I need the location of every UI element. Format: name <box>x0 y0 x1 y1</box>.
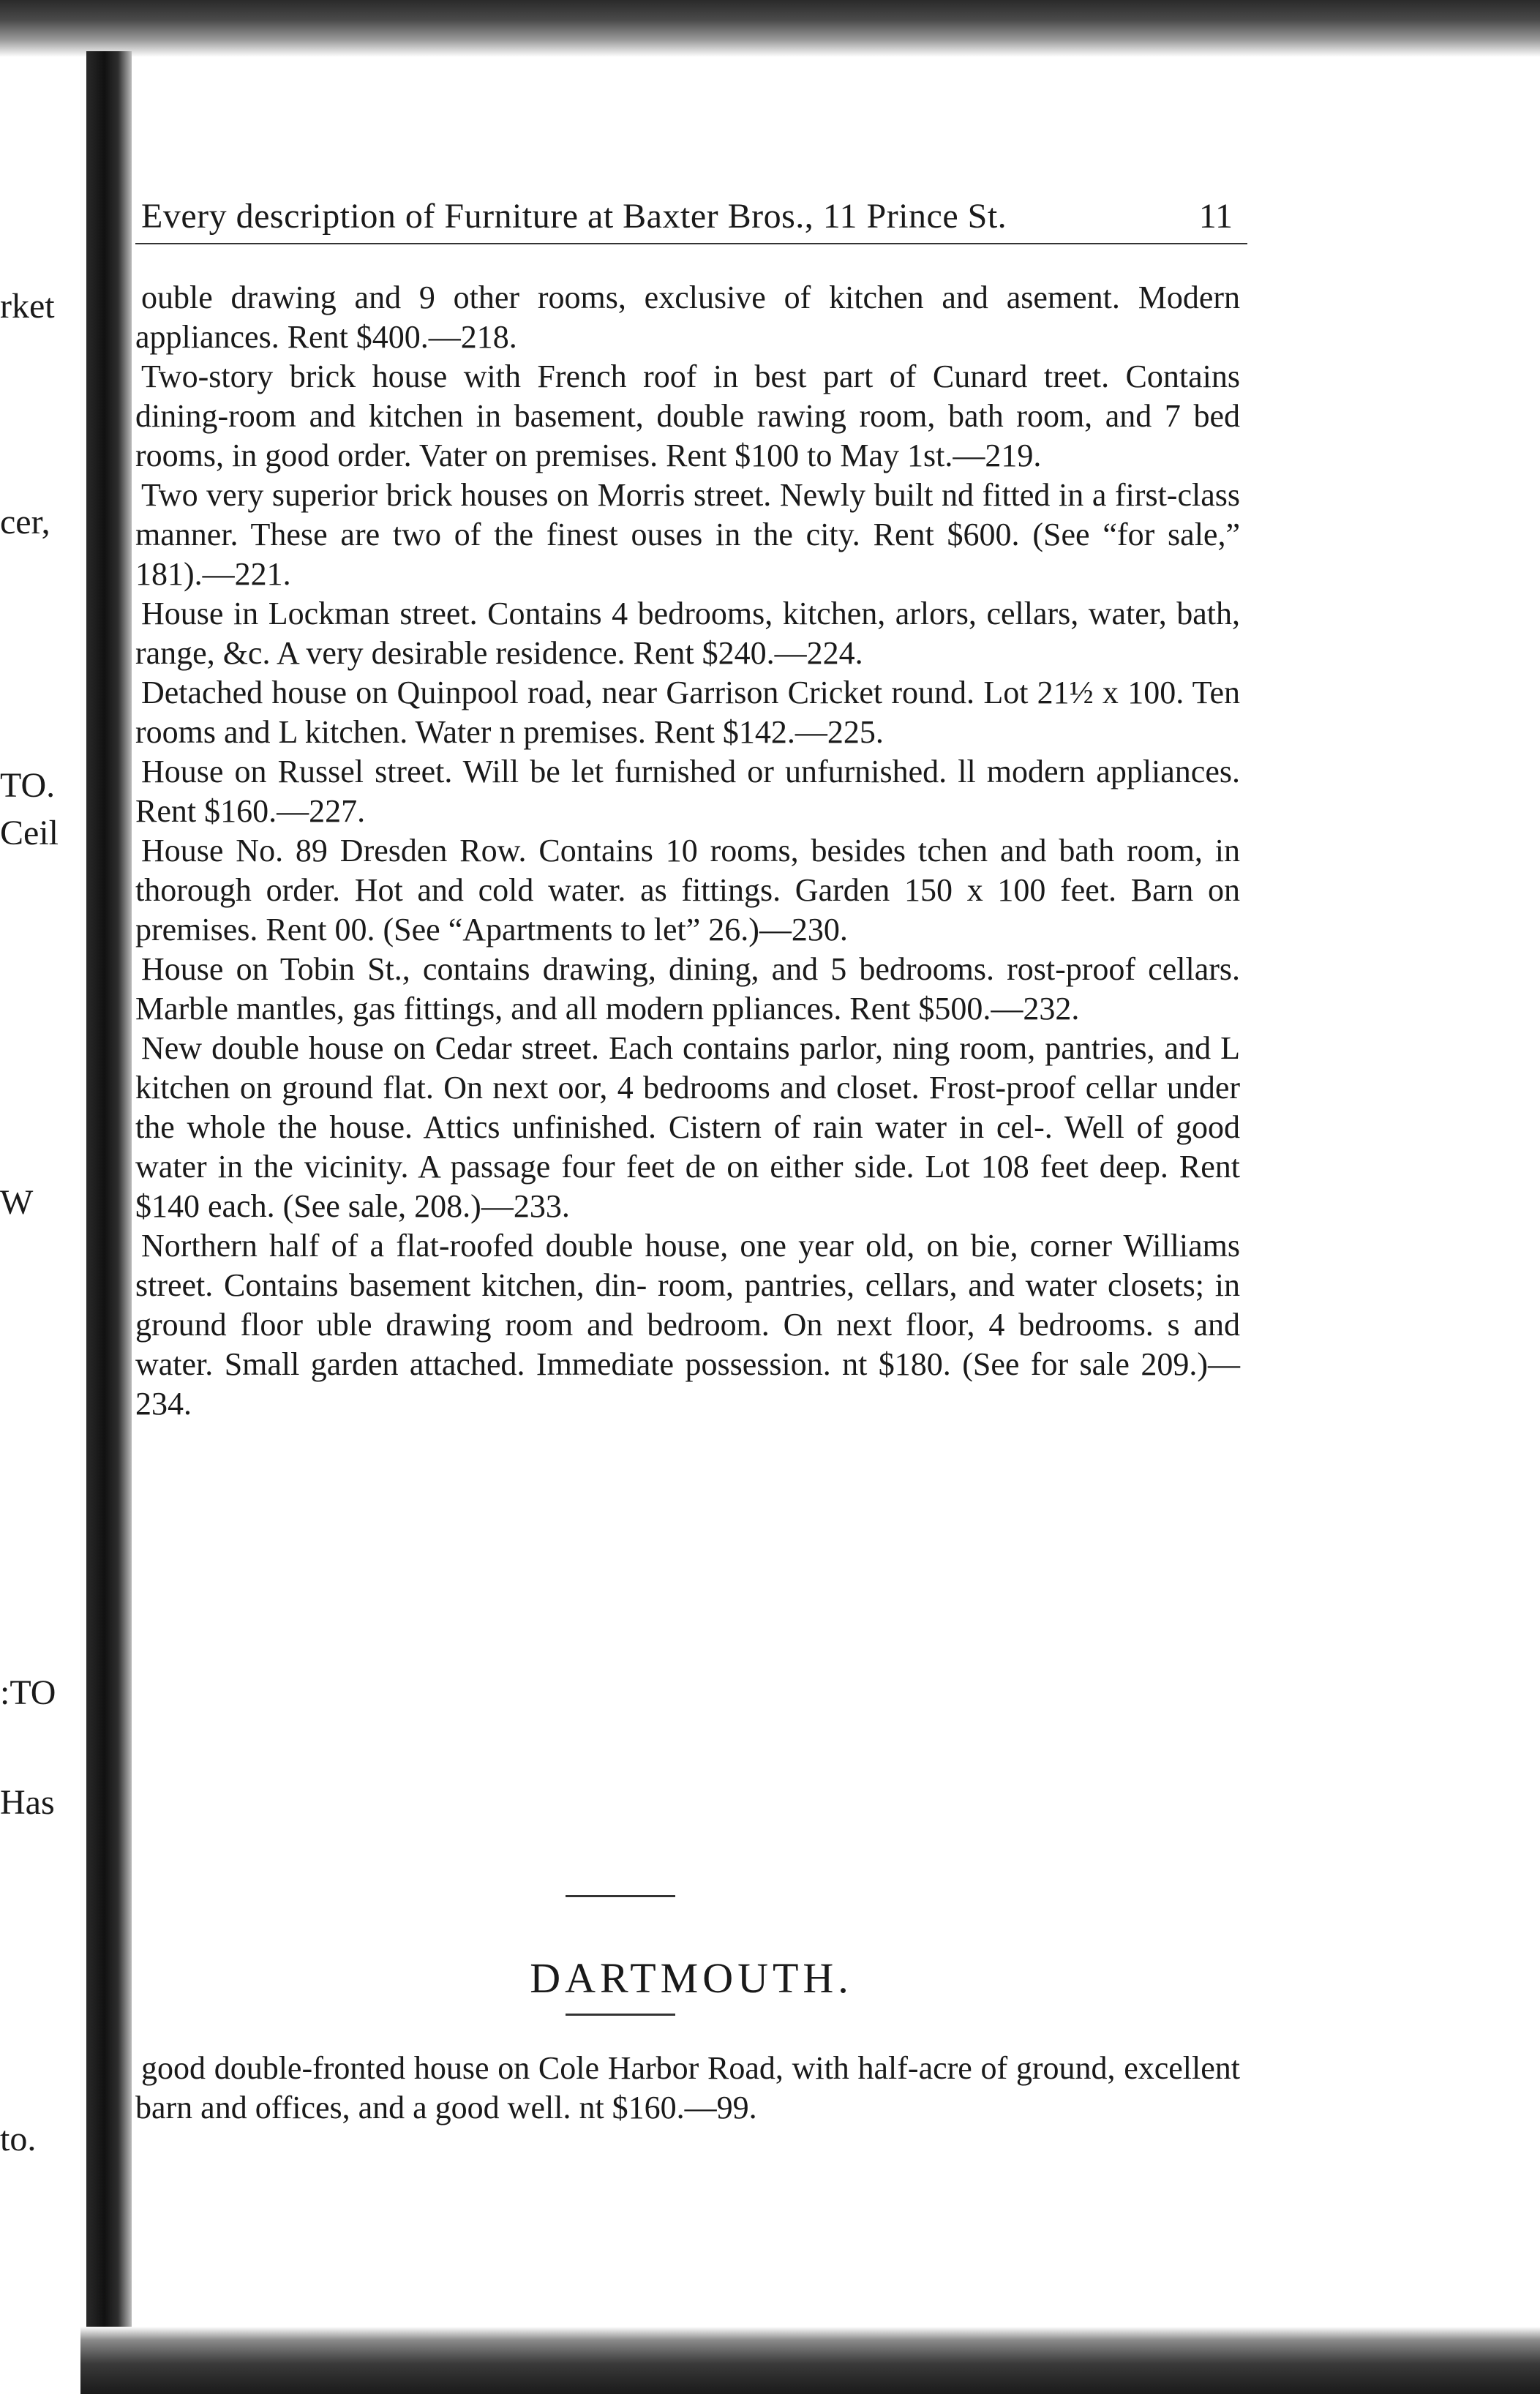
listing-item: House in Lockman street. Contains 4 bedrooms, kitchen, arlors, cellars, water, bath, range, &c. A very desirable residence. Rent $240.—224. <box>135 596 1240 671</box>
listing-item: Two very superior brick houses on Morris street. Newly built nd fitted in a first-class manner. These are two of the finest ouses in the city. Rent $600. (See “for sale,” 181).—221. <box>135 477 1240 592</box>
margin-fragment: :TO <box>0 1676 56 1711</box>
running-title: Every description of Furniture at Baxter Bros., 11 Prince St. <box>141 197 1007 236</box>
section-divider <box>566 2014 675 2016</box>
margin-fragment: to. <box>0 2122 37 2157</box>
book-gutter <box>86 51 132 2341</box>
listing-item: ouble drawing and 9 other rooms, exclusive of kitchen and asement. Modern appliances. Rent $400.—218. <box>135 279 1240 355</box>
rental-listings <box>135 278 1240 1424</box>
listing-item: good double-fronted house on Cole Harbor Road, with half-acre of ground, excellent barn and offices, and a good well. nt $160.—99. <box>135 2050 1240 2125</box>
margin-fragment: Ceil <box>0 816 59 851</box>
scan-bottom-edge <box>80 2327 1540 2394</box>
margin-fragment: TO. <box>0 768 56 803</box>
listing-item: House on Tobin St., contains drawing, dining, and 5 bedrooms. rost-proof cellars. Marble mantles, gas fittings, and all modern ppliances. Rent $500.—232. <box>135 951 1240 1027</box>
section-heading: DARTMOUTH. <box>530 1954 853 2002</box>
listing-item: House on Russel street. Will be let furnished or unfurnished. ll modern appliances. Rent $160.—227. <box>135 754 1240 829</box>
section-divider <box>566 1895 675 1897</box>
page <box>135 0 1247 2319</box>
dartmouth-listings <box>135 2049 1240 2128</box>
listing-item: Detached house on Quinpool road, near Garrison Cricket round. Lot 21½ x 100. Ten rooms and L kitchen. Water n premises. Rent $142.—225. <box>135 675 1240 750</box>
listing-item: Northern half of a flat-roofed double house, one year old, on bie, corner Williams street. Contains basement kitchen, din- room, pantries, cellars, and water closets; in ground floor uble drawing room and bedroom. On next floor, 4 bedrooms. s and water. Small garden attached. Immediate possession. nt $180. (See for sale 209.)—234. <box>135 1228 1240 1422</box>
running-head <box>135 192 1247 244</box>
margin-fragment: Has <box>0 1785 55 1820</box>
margin-fragment: rket <box>0 289 55 324</box>
listing-item: House No. 89 Dresden Row. Contains 10 rooms, besides tchen and bath room, in thorough order. Hot and cold water. as fittings. Garden 150 x 100 feet. Barn on premises. Rent 00. (See “Apartments to let” 26.)—230. <box>135 833 1240 948</box>
margin-fragment: cer, <box>0 505 50 540</box>
page-number: 11 <box>1198 197 1233 236</box>
margin-fragment: W <box>0 1185 34 1220</box>
listing-item: New double house on Cedar street. Each contains parlor, ning room, pantries, and L kitchen on ground flat. On next oor, 4 bedrooms and closet. Frost-proof cellar under the whole the house. Attics unfinished. Cistern of rain water in cel-. Well of good water in the vicinity. A passage four feet de on either side. Lot 108 feet deep. Rent $140 each. (See sale, 208.)—233. <box>135 1030 1240 1224</box>
listing-item: Two-story brick house with French roof in best part of Cunard treet. Contains dining-room and kitchen in basement, double rawing room, bath room, and 7 bed rooms, in good order. Vater on premises. Rent $100 to May 1st.—219. <box>135 359 1240 473</box>
